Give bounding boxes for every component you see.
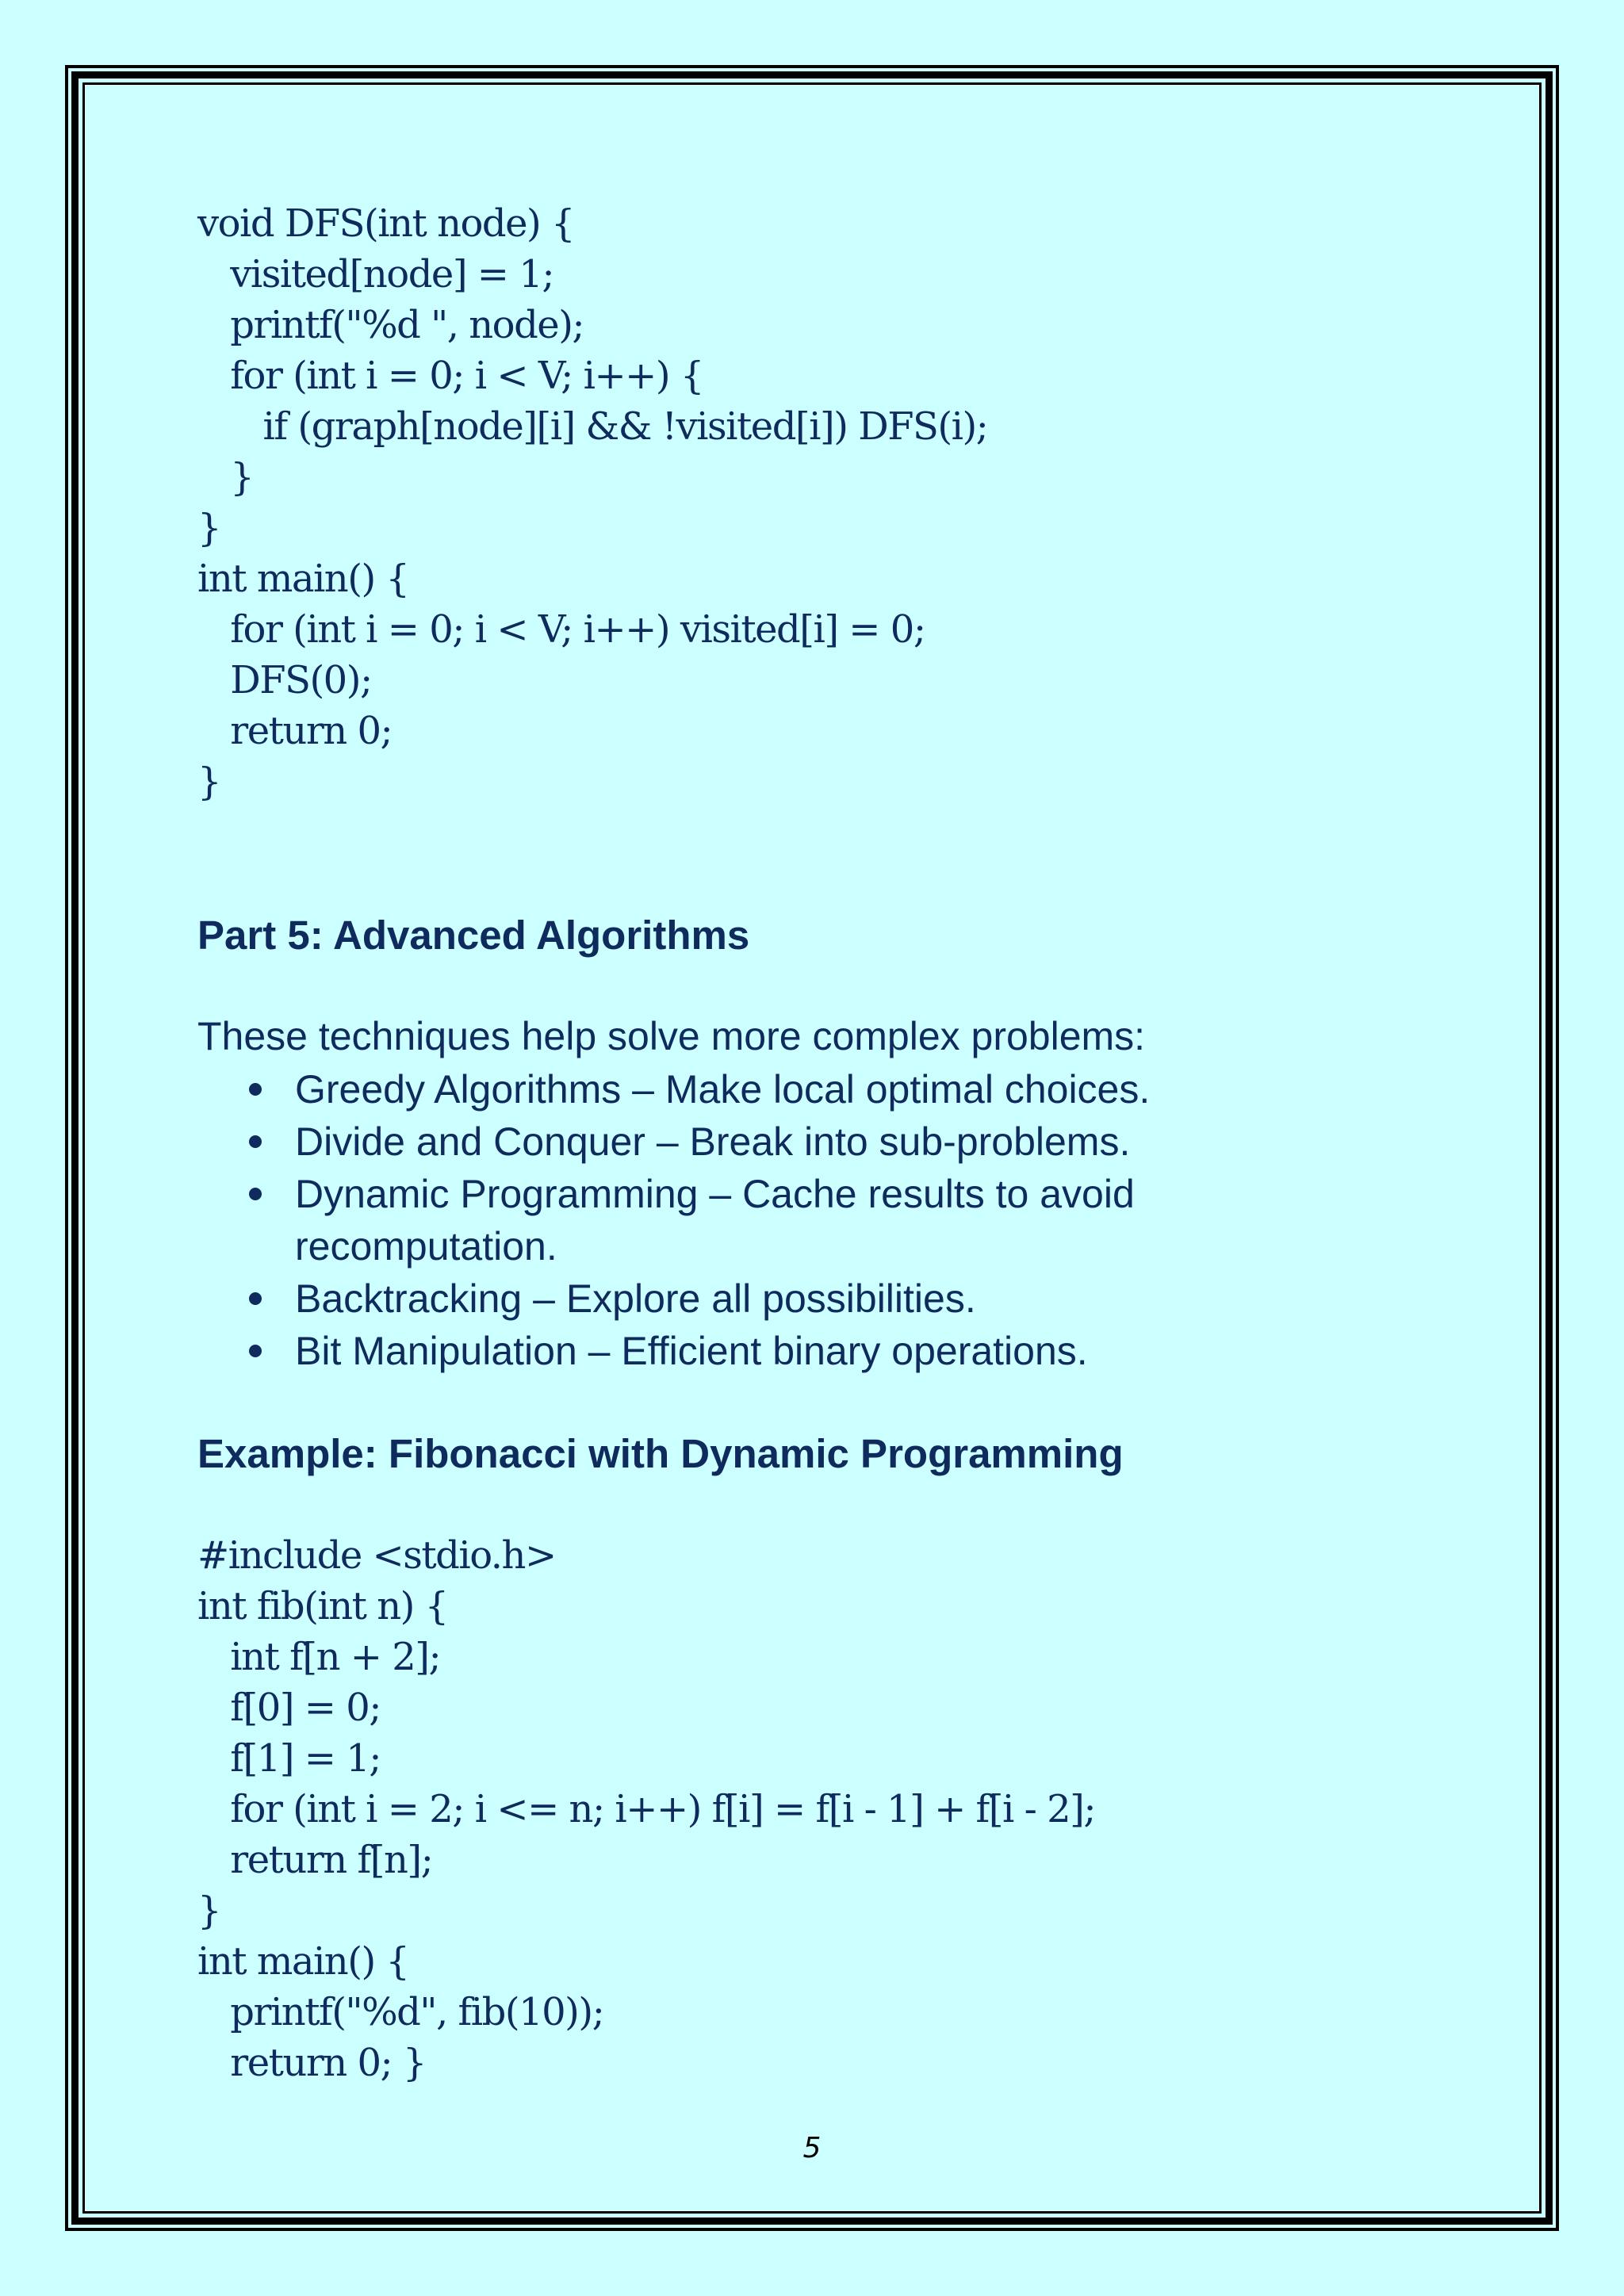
bullet-icon (249, 1188, 262, 1200)
technique-list (197, 1063, 1387, 1377)
list-item: Bit Manipulation – Efficient binary operations. (197, 1325, 1387, 1377)
list-item: Backtracking – Explore all possibilities. (197, 1272, 1387, 1325)
dfs-code-block: void DFS(int node) { visited[node] = 1; printf("%d ", node); for (int i = 0; i < V; i++) { if (graph[node][i] && !visited[i]) DFS(i); } } int main() { for (int i = 0; i < V; i++) visited[i] = 0; DFS(0); return 0; } (197, 201, 988, 804)
bullet-icon (249, 1083, 262, 1096)
page-number: 5 (802, 2132, 822, 2164)
bullet-icon (249, 1345, 262, 1357)
section-intro: These techniques help solve more complex problems: (197, 1014, 1146, 1058)
example-heading: Example: Fibonacci with Dynamic Programming (197, 1431, 1124, 1476)
list-item: Greedy Algorithms – Make local optimal choices. (197, 1063, 1387, 1115)
bullet-icon (249, 1135, 262, 1148)
fibonacci-code-block: #include <stdio.h> int fib(int n) { int f[n + 2]; f[0] = 0; f[1] = 1; for (int i = 2; i <= n; i++) f[i] = f[i - 1] + f[i - 2]; return f[n]; } int main() { printf("%d", fib(10)); return 0; } (197, 1533, 1096, 2085)
section-heading: Part 5: Advanced Algorithms (197, 913, 750, 958)
list-item: Divide and Conquer – Break into sub-problems. (197, 1115, 1387, 1168)
bullet-icon (249, 1292, 262, 1305)
list-item: Dynamic Programming – Cache results to avoid recomputation. (197, 1168, 1387, 1272)
